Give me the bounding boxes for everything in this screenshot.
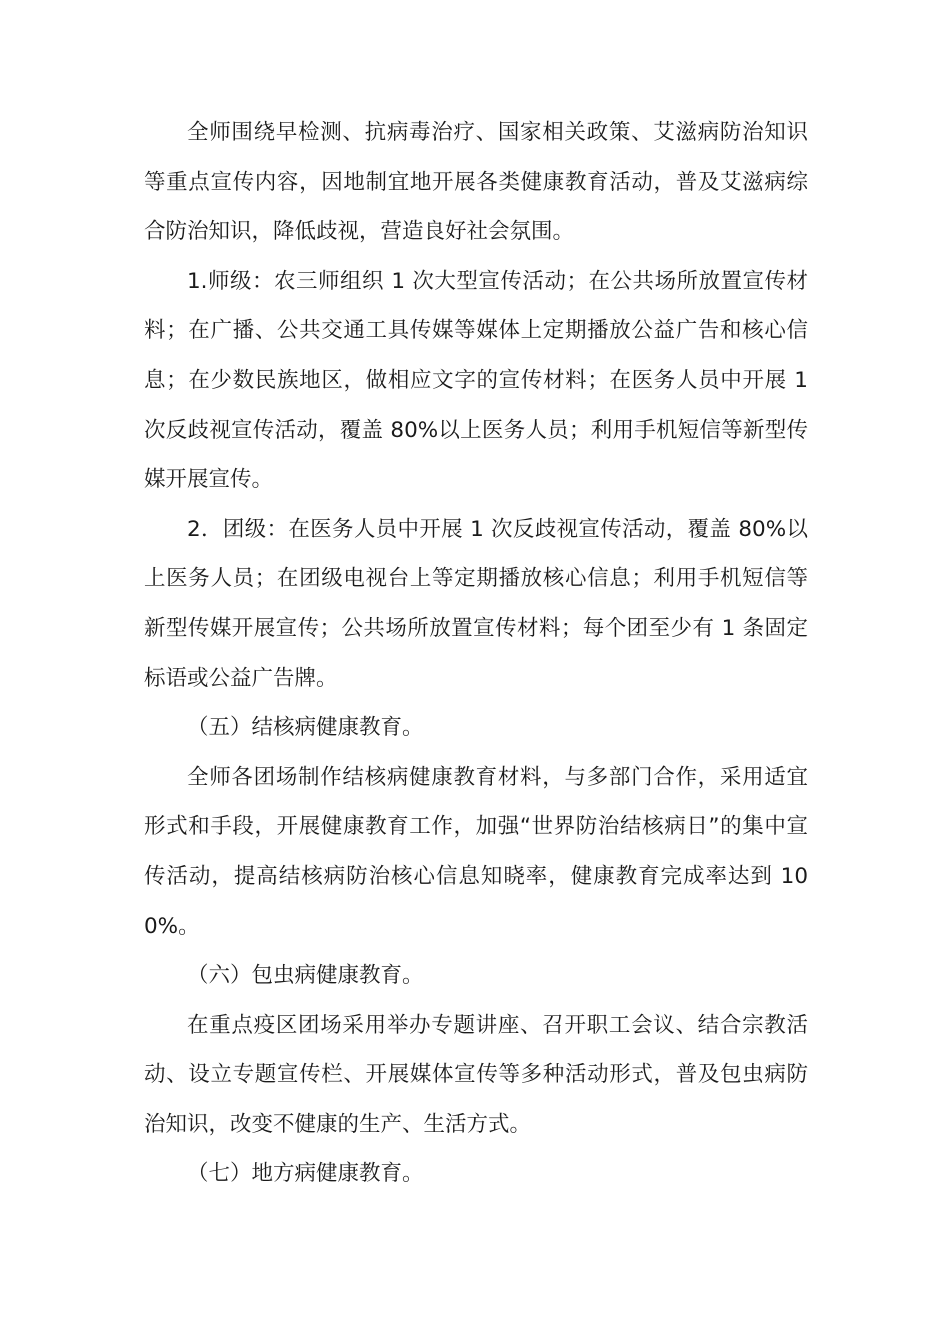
document-body bbox=[144, 108, 808, 1199]
paragraph-echinococcosis: 在重点疫区团场采用举办专题讲座、召开职工会议、结合宗教活动、设立专题宣传栏、开展媒体宣传等多种活动形式，普及包虫病防治知识，改变不健康的生产、生活方式。 bbox=[144, 1012, 808, 1137]
paragraph-tuberculosis: 全师各团场制作结核病健康教育材料，与多部门合作，采用适宜形式和手段，开展健康教育工作，加强“世界防治结核病日”的集中宣传活动，提高结核病防治核心信息知晓率，健康教育完成率达到 100%。 bbox=[144, 764, 808, 939]
paragraph-regiment-level: 2．团级：在医务人员中开展 1 次反歧视宣传活动，覆盖 80%以上医务人员；在团级电视台上等定期播放核心信息；利用手机短信等新型传媒开展宣传；公共场所放置宣传材料；每个团至少有 1 条固定标语或公益广告牌。 bbox=[144, 516, 808, 691]
paragraph-division-level: 1.师级：农三师组织 1 次大型宣传活动；在公共场所放置宣传材料；在广播、公共交通工具传媒等媒体上定期播放公益广告和核心信息；在少数民族地区，做相应文字的宣传材料；在医务人员中开展 1 次反歧视宣传活动，覆盖 80%以上医务人员；利用手机短信等新型传媒开展宣传。 bbox=[144, 268, 808, 493]
heading-echinococcosis: （六）包虫病健康教育。 bbox=[187, 963, 424, 989]
heading-endemic-disease: （七）地方病健康教育。 bbox=[187, 1161, 424, 1187]
paragraph-aids-intro: 全师围绕早检测、抗病毒治疗、国家相关政策、艾滋病防治知识等重点宣传内容，因地制宜地开展各类健康教育活动，普及艾滋病综合防治知识，降低歧视，营造良好社会氛围。 bbox=[144, 120, 808, 245]
heading-tuberculosis: （五）结核病健康教育。 bbox=[187, 715, 424, 741]
